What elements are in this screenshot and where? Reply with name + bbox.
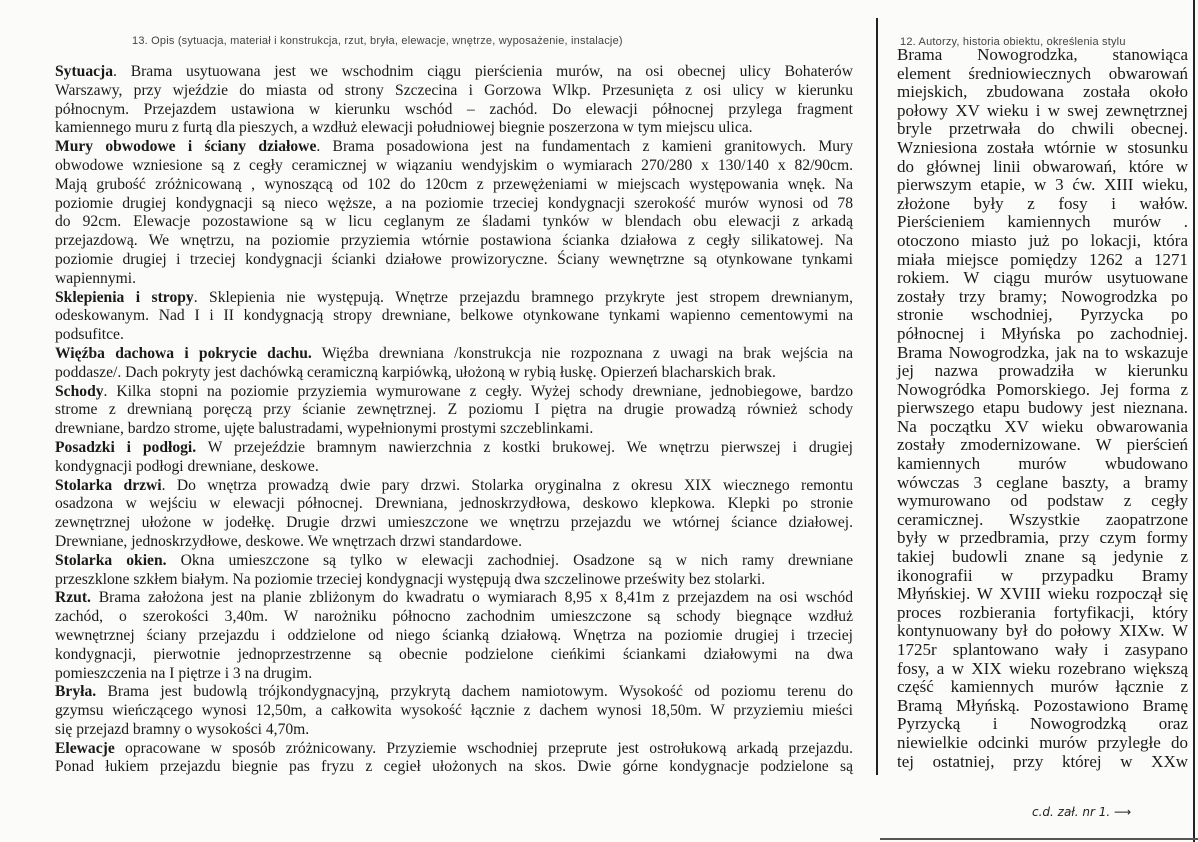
text-line: [55, 552, 853, 571]
text-line: [897, 344, 1188, 363]
text-line: [897, 139, 1188, 158]
text-line: [55, 646, 853, 665]
text-line: [897, 269, 1188, 288]
line-text: stronie wschodniej, Pyrzycka po: [897, 305, 1188, 325]
text-line: [55, 702, 853, 721]
line-text: miała miejsce pomiędzy 1262 a 1271: [897, 249, 1188, 269]
text-line: [897, 660, 1188, 679]
line-text: poziomie drugiej i trzeciej kondygnacji ścianki działowe prowizoryczne. Ściany wewnętrzne są otynkowane tynkami: [55, 250, 853, 268]
line-text: kondygnacji, pierwotnie jednoprzestrzenne są obecnie podzielone cieńkimi ściankami działowymi na dwa: [55, 645, 853, 663]
line-text: pomieszczenia na I piętrze i 3 na drugim.: [55, 664, 313, 682]
line-text: tej ostatniej, przy której w XXw: [897, 751, 1188, 771]
text-line: [55, 721, 853, 740]
line-text: otoczono miasto już po lokacji, która: [897, 230, 1188, 250]
page-border-bottom: [880, 838, 1198, 840]
line-text: Więźba drewniana /konstrukcja nie rozpoznana z uwagi na brak wejścia na: [311, 344, 853, 362]
text-line: [897, 734, 1188, 753]
line-text: poddasze/. Dach pokryty jest dachówką ceramiczną karpiówką, ułożoną w rybią łuskę. Opierzeń blacharskich brak.: [55, 363, 776, 381]
paragraph-heading: Stolarka drzwi: [55, 476, 162, 494]
line-text: Pierścieniem kamiennych murów .: [897, 212, 1188, 232]
line-text: Ponad łukiem przejazdu biegnie pas fryzu z cegieł ułożonych na skos. Dwie górne kondygnacje podzielone są: [55, 758, 853, 776]
line-text: miejskich, zbudowana została około: [897, 82, 1188, 102]
text-line: [897, 306, 1188, 325]
text-line: [897, 381, 1188, 400]
line-text: ikonografii w przypadku Bramy: [897, 565, 1188, 585]
text-line: [55, 289, 853, 308]
text-line: [897, 195, 1188, 214]
line-text: fosy, a w XIX wieku rozebrano większą: [897, 658, 1188, 678]
text-line: [897, 46, 1188, 65]
line-text: kondygnacji podłogi drewniane, deskowe.: [55, 457, 319, 475]
line-text: Drewniane, jednoskrzydłowe, deskowe. We wnętrzach drzwi standardowe.: [55, 532, 522, 550]
line-text: zewnętrznej ułożone w jodełkę. Drugie drzwi umieszczone we wnętrzu przejazdu we wtórnej ściance działowej.: [55, 514, 853, 532]
line-text: do 92cm. Elewacje pozostawione są w licu ceglanym ze śladami tynków w blendach obu elewacji z arkadą: [55, 213, 853, 231]
text-line: [55, 665, 853, 684]
line-text: strome z drewnianą poręczą przy ścianie zewnętrznej. Z poziomu I piętra na drugie prowadzą również schody: [55, 401, 853, 419]
line-text: kamiennego muru z furtą dla pieszych, a wzdłuż elewacji południowej biegnie poszerzona w tym miejscu ulica.: [55, 119, 753, 137]
text-line: [55, 533, 853, 552]
text-line: [897, 715, 1188, 734]
line-text: zostały trzy bramy; Nowogrodzka po: [897, 286, 1188, 306]
text-line: [897, 102, 1188, 121]
text-line: [55, 82, 853, 101]
line-text: kontynuowany był do połowy XIXw. W: [897, 621, 1188, 641]
text-line: [897, 455, 1188, 474]
text-line: [55, 477, 853, 496]
line-text: do głównej linii obwarowań, które w: [897, 156, 1188, 176]
text-line: [897, 251, 1188, 270]
paragraph-heading: Rzut.: [55, 589, 91, 607]
text-line: [897, 399, 1188, 418]
text-line: [897, 492, 1188, 511]
line-text: Na początku XV wieku obwarowania: [897, 416, 1188, 436]
line-text: . Brama usytuowana jest we wschodnim ciągu pierścienia murów, na osi obecnej ulicy Bohaterów: [113, 63, 853, 80]
line-text: się przejazd bramny o wysokości 4,70m.: [55, 720, 310, 738]
line-text: Brama Nowogrodzka, stanowiąca: [897, 45, 1188, 64]
line-text: północnym. Przejazdem ustawiona w kierunku wschód – zachód. Do elewacji północnej przylega fragment: [55, 100, 853, 118]
line-text: połowy XV wieku i w swej zewnętrznej: [897, 100, 1188, 120]
text-line: [55, 740, 853, 759]
line-text: . Do wnętrza prowadzą dwie pary drzwi. Stolarka oryginalna z okresu XIX wiecznego remontu: [161, 476, 853, 494]
line-text: podsufitce.: [55, 326, 124, 344]
line-text: Brama Nowogrodzka, jak na to wskazuje: [897, 342, 1188, 362]
text-line: [55, 63, 853, 82]
line-text: wewnętrznej ściany przejazdu i oddzielone od niego ścianką działową. Wnętrza na poziomie drugiej i trzeciej: [55, 626, 853, 644]
text-line: [55, 383, 853, 402]
text-line: [897, 65, 1188, 84]
text-line: [897, 604, 1188, 623]
line-text: Bramą Młyńską. Pozostawiono Bramę: [897, 695, 1188, 715]
line-text: proces rozbierania fortyfikacji, który: [897, 602, 1188, 622]
line-text: element średniowiecznych obwarowań: [897, 63, 1188, 83]
text-line: [55, 101, 853, 120]
text-line: [55, 458, 853, 477]
column-divider: [876, 18, 878, 775]
text-line: [55, 401, 853, 420]
text-line: [897, 232, 1188, 251]
line-text: Młyńskiej. W XVIII wieku rozpoczął się: [897, 584, 1188, 604]
line-text: . Kilka stopni na poziomie przyziemia wymurowane z cegły. Wyżej schody drewniane, jednobiegowe, bardzo: [103, 382, 853, 400]
text-line: [897, 176, 1188, 195]
text-line: [897, 585, 1188, 604]
text-line: [897, 325, 1188, 344]
text-line: [55, 608, 853, 627]
text-line: [55, 495, 853, 514]
line-text: zostały zmodernizowane. W pierścień: [897, 435, 1188, 455]
text-line: [897, 83, 1188, 102]
text-line: [55, 326, 853, 345]
paragraph-heading: Posadzki i podłogi.: [55, 438, 197, 456]
text-line: [897, 567, 1188, 586]
text-line: [55, 270, 853, 289]
line-text: północnej i Młyńska po zachodniej.: [897, 323, 1188, 343]
history-text: [897, 46, 1188, 771]
text-line: [897, 213, 1188, 232]
paragraph-heading: Elewacje: [55, 739, 115, 757]
text-line: [55, 232, 853, 251]
line-text: wapiennymi.: [55, 269, 136, 287]
section-13-header: 13. Opis (sytuacja, materiał i konstrukcja, rzut, bryła, elewacje, wnętrze, wyposażenie, instalacje): [132, 35, 623, 47]
line-text: przejazdową. We wnętrzu, na poziomie przyziemia wtórnie postawiona ścianka działowa z cegły silikatowej. Na: [55, 232, 853, 250]
text-line: [897, 753, 1188, 772]
line-text: Pyrzycką i Nowogrodzką oraz: [897, 714, 1188, 734]
line-text: były w przedbramia, przy czym formy: [897, 528, 1188, 548]
text-line: [55, 758, 853, 777]
line-text: Brama założona jest na planie zbliżonym do kwadratu o wymiarach 8,95 x 8,41m z przejazdem na osi wschód: [90, 589, 853, 607]
line-text: wówczas 3 ceglane baszty, a bramy: [897, 472, 1188, 492]
line-text: Brama jest budowlą trójkondygnacyjną, przykrytą dachem namiotowym. Wysokość od poziomu terenu do: [96, 683, 853, 701]
line-text: złożone były z fosy i wałów.: [897, 193, 1188, 213]
page-border-right: [1193, 0, 1195, 842]
line-text: jej nazwa prowadziła w kierunku: [897, 361, 1188, 381]
text-line: [55, 195, 853, 214]
text-line: [55, 307, 853, 326]
line-text: bryle przetrwała do chwili obecnej.: [897, 119, 1188, 139]
line-text: Wzniesiona została wtórnie w stosunku: [897, 137, 1188, 157]
text-line: [55, 251, 853, 270]
line-text: 1725r splantowano wały i zasypano: [897, 640, 1188, 659]
text-line: [55, 345, 853, 364]
text-line: [55, 213, 853, 232]
text-line: [897, 697, 1188, 716]
text-line: [55, 571, 853, 590]
line-text: obwodowe wzniesione są z cegły ceramicznej w wiązaniu wendyjskim o wymiarach 270/280 x 130/140 x 82/90cm.: [55, 156, 853, 174]
description-text: [55, 63, 853, 777]
text-line: [55, 420, 853, 439]
text-line: [897, 362, 1188, 381]
line-text: pierwszym etapie, w 3 ćw. XIII wieku,: [897, 175, 1188, 195]
text-line: [897, 288, 1188, 307]
text-line: [897, 622, 1188, 641]
text-line: [897, 529, 1188, 548]
text-line: [55, 439, 853, 458]
line-text: Mają grubość zróżnicowaną , wynoszącą od 102 do 120cm z przewężeniami w miejscach występowania wnęk. Na: [55, 175, 853, 193]
text-line: [55, 514, 853, 533]
line-text: odeskowanym. Nad I i II kondygnacją stropy drewniane, belkowe otynkowane tynkami wapienno cementowymi na: [55, 307, 853, 325]
paragraph-heading: Sklepienia i stropy: [55, 288, 194, 306]
paragraph-heading: Sytuacja: [55, 63, 114, 80]
section-12-header: 12. Autorzy, historia obiektu, określenia stylu: [900, 36, 1126, 48]
paragraph-heading: Stolarka okien.: [55, 551, 167, 569]
line-text: poziomie drugiej kondygnacji są nieco węższe, a na poziomie trzeciej kondygnacji szerokość murów wynosi od 78: [55, 194, 853, 212]
text-line: [55, 138, 853, 157]
text-line: [55, 589, 853, 608]
line-text: opracowane w sposób zróżnicowany. Przyziemie wschodniej przeprute jest ostrołukową arkadą przejazdu.: [114, 739, 853, 757]
text-line: [55, 627, 853, 646]
text-line: [897, 678, 1188, 697]
line-text: takiej budowli znane są jedynie z: [897, 547, 1188, 567]
text-line: [897, 120, 1188, 139]
line-text: kamiennych murów wbudowano: [897, 454, 1188, 474]
line-text: część kamiennych murów łącznie z: [897, 677, 1188, 697]
line-text: gzymsu wieńczącego wynosi 12,50m, a całkowita wysokość łącznie z dachem wynosi 18,50m. W przyziemiu mieści: [55, 702, 853, 720]
text-line: [897, 436, 1188, 455]
line-text: niewielkie odcinki murów przyległe do: [897, 732, 1188, 752]
text-line: [897, 548, 1188, 567]
text-line: [55, 157, 853, 176]
paragraph-heading: Więźba dachowa i pokrycie dachu.: [55, 344, 312, 362]
handwritten-continuation-note: c.d. zał. nr 1. ⟶: [1032, 805, 1132, 819]
line-text: pierwszego etapu budowy jest nieznana.: [897, 398, 1188, 418]
paragraph-heading: Schody: [55, 382, 104, 400]
line-text: Warszawy, przy wjeździe do miasta od strony Szczecina i Gorzowa Wlkp. Przesunięta z osi ulicy w kierunku: [55, 81, 853, 99]
paragraph-heading: Bryła.: [55, 683, 97, 701]
line-text: osadzona w wejściu w elewacji północnej. Drewniana, jednoskrzydłowa, deskowo klepkowa. Klepki po stronie: [55, 495, 853, 513]
text-line: [897, 158, 1188, 177]
text-line: [55, 119, 853, 138]
line-text: wymurowano od podstaw z cegły: [897, 491, 1188, 511]
line-text: przeszklone szkłem białym. Na poziomie trzeciej kondygnacji występują dwa szczelinowe prześwity bez stolarki.: [55, 570, 766, 588]
text-line: [897, 511, 1188, 530]
line-text: drewniane, bardzo strome, ujęte balustradami, wypełnionymi prostymi szczeblinkami.: [55, 420, 594, 438]
line-text: . Sklepienia nie występują. Wnętrze przejazdu bramnego przykryte jest stropem drewnianym,: [193, 288, 853, 306]
line-text: rokiem. W ciągu murów usytuowane: [897, 268, 1188, 288]
text-line: [897, 641, 1188, 660]
line-text: Okna umieszczone są tylko w elewacji zachodniej. Osadzone są w nich ramy drewniane: [166, 551, 853, 569]
text-line: [55, 683, 853, 702]
line-text: . Brama posadowiona jest na fundamentach z kamieni granitowych. Mury: [316, 138, 853, 156]
text-line: [55, 176, 853, 195]
text-line: [55, 364, 853, 383]
paragraph-heading: Mury obwodowe i ściany działowe: [55, 138, 317, 156]
line-text: W przejeździe bramnym nawierzchnia z kostki brukowej. We wnętrzu pierwszej i drugiej: [196, 438, 853, 456]
line-text: ceramicznej. Wszystkie zaopatrzone: [897, 509, 1188, 529]
line-text: Nowogródka Pomorskiego. Jej forma z: [897, 379, 1188, 399]
text-line: [897, 418, 1188, 437]
text-line: [897, 474, 1188, 493]
line-text: zachód, o szerokości 3,40m. W narożniku północno zachodnim umieszczone są schody biegnące wzdłuż: [55, 608, 853, 626]
